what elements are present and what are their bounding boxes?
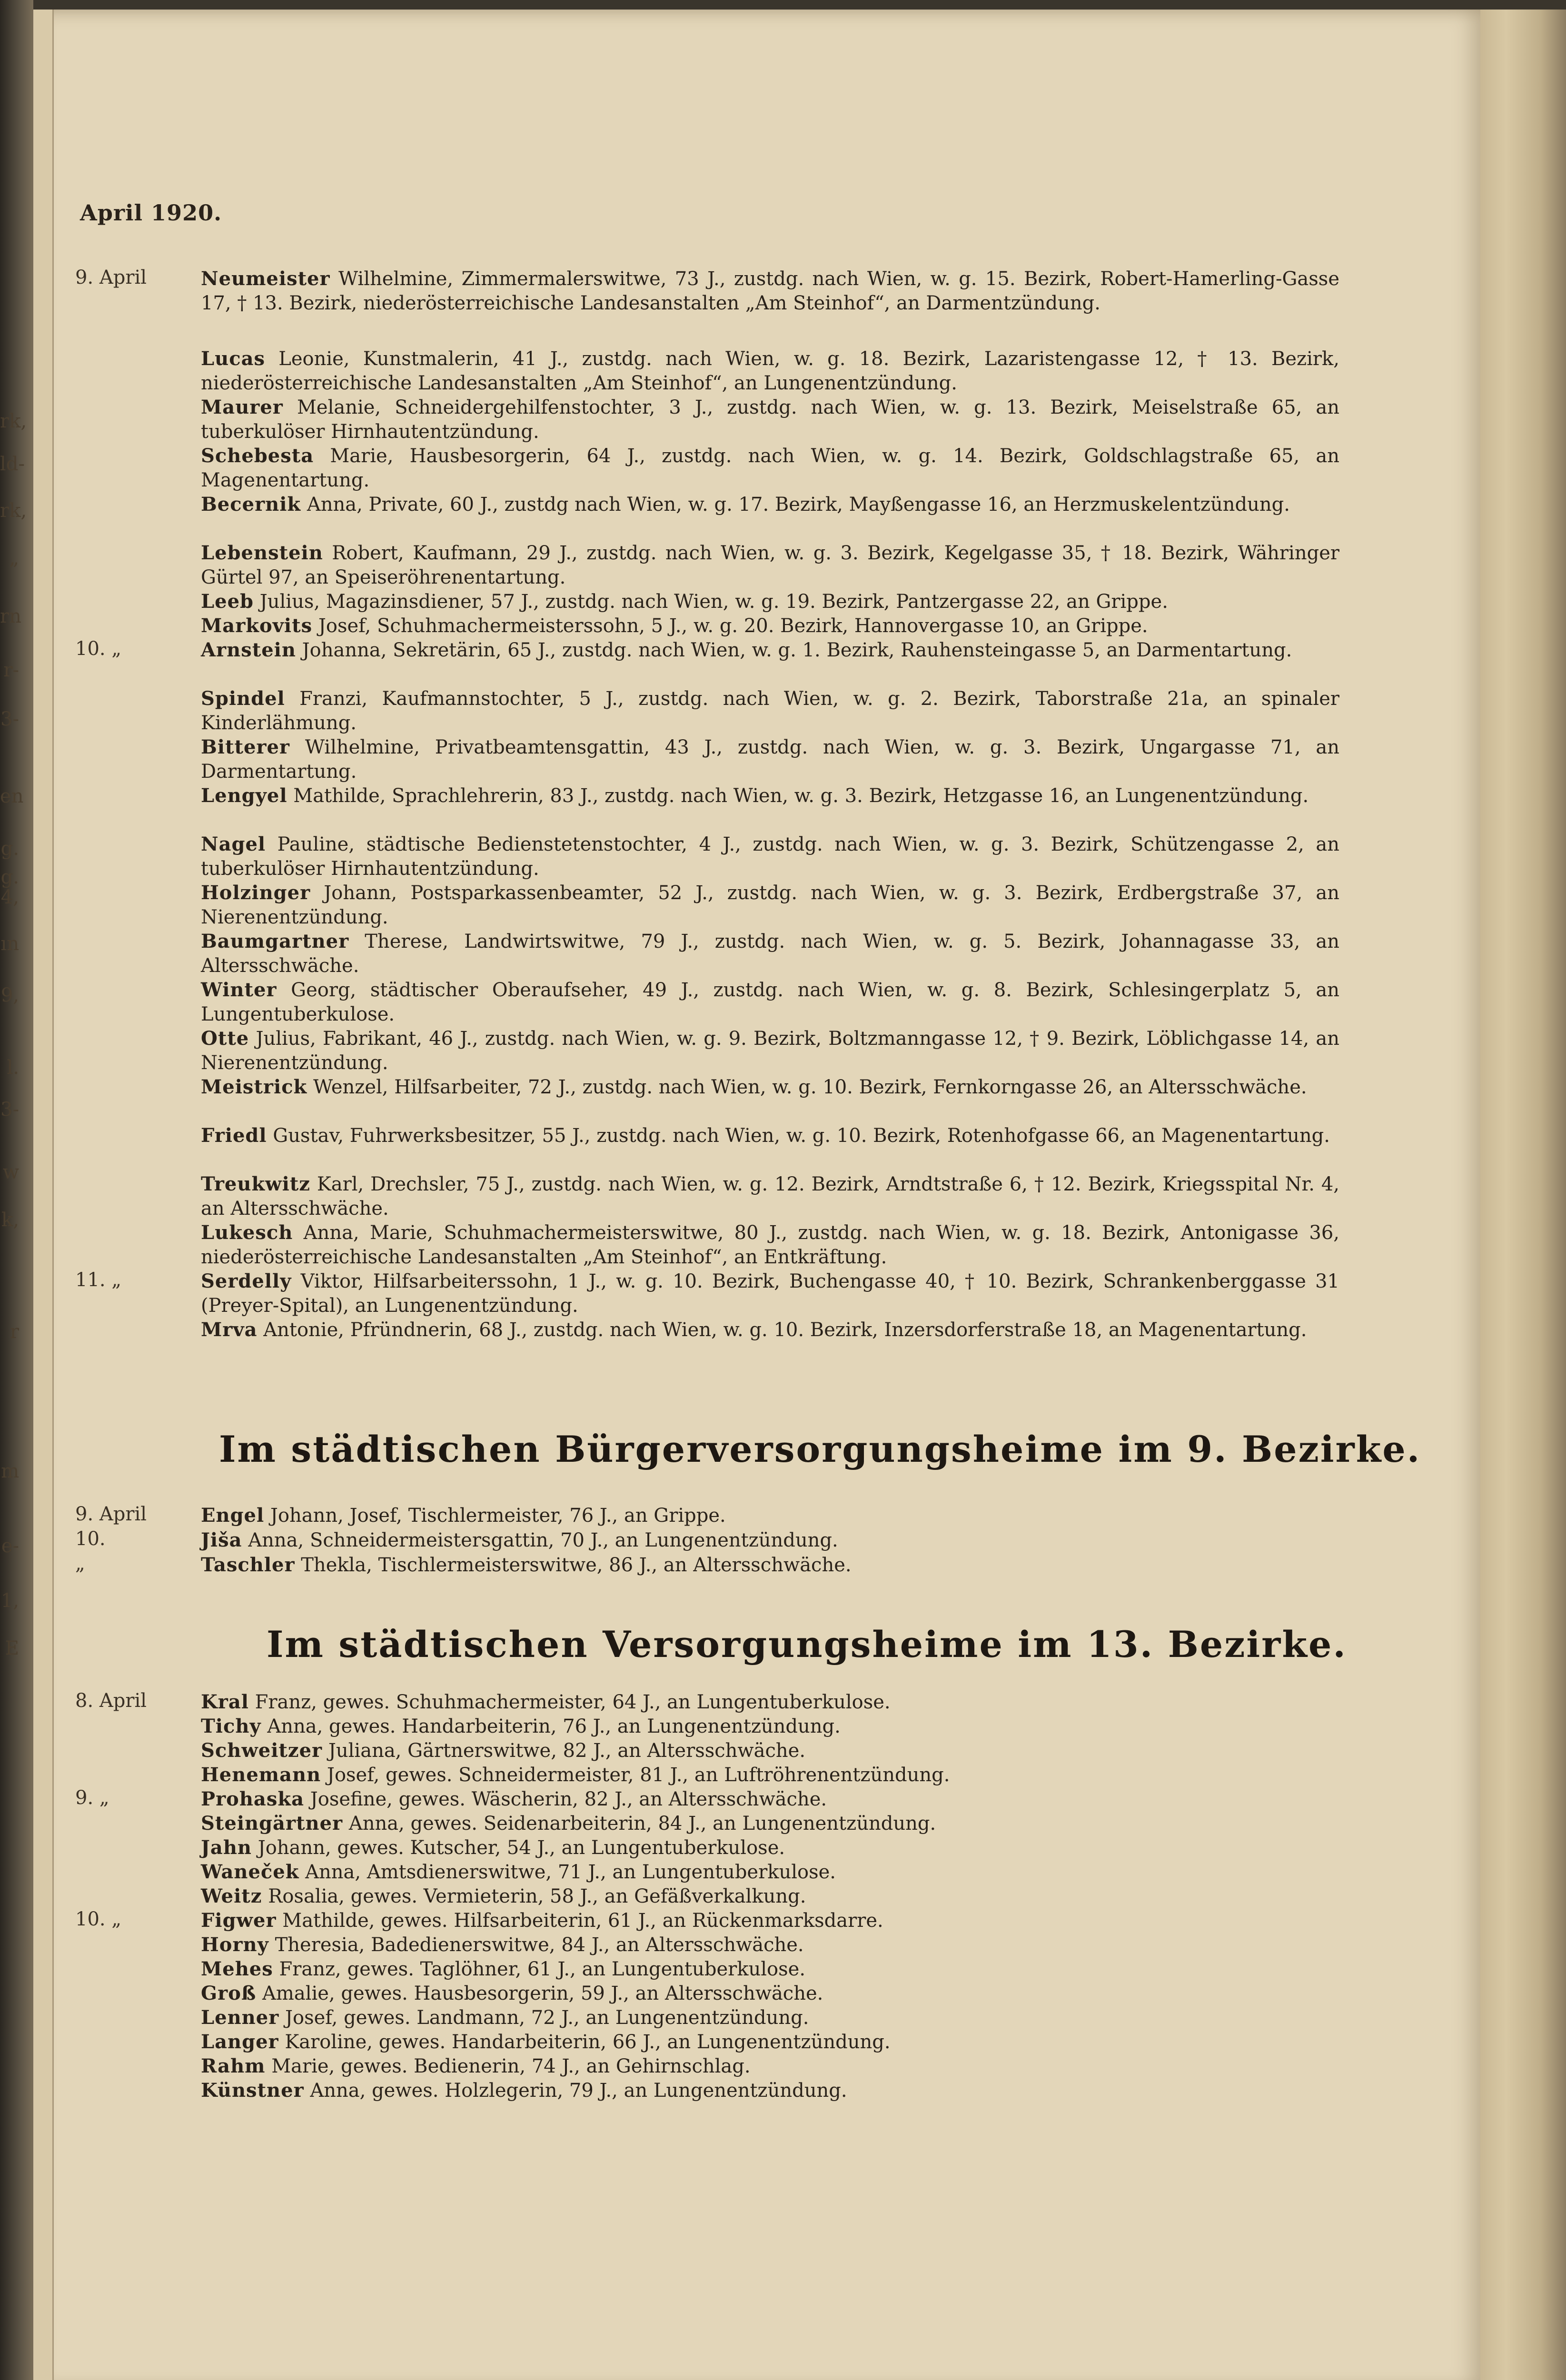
entry-text [201,1503,1296,1528]
edge-fragment: 4, [0,886,19,908]
entry-text [201,1075,1339,1100]
entry-body: Josefine, gewes. Wäscherin, 82 J., an Altersschwäche. [310,1788,827,1810]
entry-name: Schebesta [201,445,314,467]
edge-fragment: rk, [0,410,27,432]
entry-date: 9. „ [75,1787,109,1809]
entry-name: Meistrick [201,1076,307,1098]
entry-name: Prohaska [201,1788,304,1810]
edge-fragment: r [10,1321,19,1343]
entry-name: Neumeister [201,268,330,290]
entry-body: Wilhelmine, Privatbeamtensgattin, 43 J., zustdg. nach Wien, w. g. 3. Bezirk, Ungargasse 71, an Darmentartung. [201,736,1340,783]
entry-name: Nagel [201,833,266,855]
entry-body: Anna, gewes. Seidenarbeiterin, 84 J., an Lungenentzündung. [348,1813,936,1835]
entry-name: Groß [201,1982,257,2004]
edge-fragment: r- [3,659,19,681]
entry-body: Johann, Postsparkassenbeamter, 52 J., zustdg. nach Wien, w. g. 3. Bezirk, Erdbergstraße 37, an Nierenentzündung. [201,882,1339,928]
edge-fragment: 3- [0,708,19,730]
entry-body: Franz, gewes. Schuhmachermeister, 64 J., an Lungentuberkulose. [255,1691,891,1713]
entry-text [201,1811,1296,1836]
entry-name: Treukwitz [201,1173,310,1195]
entry-name: Markovits [201,615,313,637]
edge-fragment: ld- [0,453,25,475]
entry-date: 8. April [75,1690,147,1712]
entry-text [201,347,1339,396]
edge-fragment: en [0,785,24,807]
entry-date: 9. April [75,1503,147,1525]
entry-body: Robert, Kaufmann, 29 J., zustdg. nach Wien, w. g. 3. Bezirk, Kegelgasse 35, † 18. Bezirk, Währinger Gürtel 97, an Speiseröhrenentartung. [201,542,1340,588]
entry-body: Karoline, gewes. Handarbeiterin, 66 J., an Lungenentzündung. [285,2031,891,2053]
entry-text [201,1318,1339,1342]
edge-fragment: E [5,1637,19,1659]
entry-text [201,1026,1339,1075]
entry-body: Mathilde, gewes. Hilfsarbeiterin, 61 J., an Rückenmarksdarre. [282,1910,883,1932]
edge-fragment: g. [0,838,19,860]
previous-page-strip [33,10,54,2380]
edge-fragment: ın [0,933,19,955]
entry-name: Lengyel [201,784,287,807]
entry-name: Weitz [201,1885,262,1907]
entry-body: Antonie, Pfründnerin, 68 J., zustdg. nach Wien, w. g. 10. Bezirk, Inzersdorferstraße 18, an Magenentartung. [263,1319,1307,1341]
entry-text [201,1908,1296,1933]
entry-body: Wenzel, Hilfsarbeiter, 72 J., zustdg. nach Wien, w. g. 10. Bezirk, Fernkorngasse 26, an Altersschwäche. [313,1076,1307,1098]
entry-body: Therese, Landwirtswitwe, 79 J., zustdg. nach Wien, w. g. 5. Bezirk, Johannagasse 33, an Altersschwäche. [201,931,1339,977]
edge-fragment: e- [1,1535,19,1557]
entry-name: Figwer [201,1909,277,1932]
edge-fragment: g. [0,866,19,888]
entry-text [201,686,1339,735]
entry-body: Franz, gewes. Taglöhner, 61 J., an Lungentuberkulose. [279,1958,806,1980]
entry-body: Marie, Hausbesorgerin, 64 J., zustdg. nach Wien, w. g. 14. Bezirk, Goldschlagstraße 65, an Magenentartung. [201,445,1340,491]
entry-name: Lebenstein [201,542,323,564]
entry-body: Josef, gewes. Schneidermeister, 81 J., an Luftröhrenentzündung. [327,1764,950,1786]
entry-body: Anna, Private, 60 J., zustdg nach Wien, w. g. 17. Bezirk, Mayßengasse 16, an Herzmuskelentzündung. [307,494,1290,516]
entry-text [201,978,1339,1027]
entry-body: Anna, gewes. Holzlegerin, 79 J., an Lungenentzündung. [310,2080,847,2102]
entry-body: Pauline, städtische Bedienstetenstochter, 4 J., zustdg. nach Wien, w. g. 3. Bezirk, Schützengasse 2, an tuberkulöser Hirnhautentzündung. [201,833,1340,880]
entry-name: Taschler [201,1554,295,1576]
entry-date: 10. [75,1528,106,1550]
right-page-fold [1480,10,1566,2380]
entry-text [201,1763,1296,1787]
entry-body: Anna, gewes. Handarbeiterin, 76 J., an Lungenentzündung. [267,1716,841,1737]
entry-date: „ [75,1553,85,1575]
edge-fragment: 9, [0,984,19,1006]
entry-body: Josef, gewes. Landmann, 72 J., an Lungenentzündung. [285,2007,809,2029]
entry-body: Georg, städtischer Oberaufseher, 49 J., zustdg. nach Wien, w. g. 8. Bezirk, Schlesingerplatz 5, an Lungentuberkulose. [201,979,1339,1025]
entry-name: Engel [201,1504,265,1527]
entry-name: Bitterer [201,736,290,758]
entry-name: Holzinger [201,882,311,904]
entry-body: Rosalia, gewes. Vermieterin, 58 J., an Gefäßverkalkung. [268,1885,806,1907]
entry-body: Juliana, Gärtnerswitwe, 82 J., an Altersschwäche. [328,1740,806,1762]
entry-body: Anna, Marie, Schuhmachermeisterswitwe, 80 J., zustdg. nach Wien, w. g. 18. Bezirk, Antonigasse 36, niederösterreichische Landesanstalten „Am Steinhof“, an Entkräftung. [201,1222,1339,1268]
entry-body: Karl, Drechsler, 75 J., zustdg. nach Wien, w. g. 12. Bezirk, Arndtstraße 6, † 12. Bezirk, Kriegsspital Nr. 4, an Altersschwäche. [201,1173,1340,1220]
entry-name: Steingärtner [201,1812,343,1835]
entry-name: Tichy [201,1715,261,1737]
entry-name: Lenner [201,2006,279,2029]
entry-text [201,1860,1296,1884]
entry-text [201,1738,1296,1763]
entry-name: Becernik [201,493,301,516]
entry-text [201,2078,1296,2103]
entry-date: 10. „ [75,1908,122,1930]
entry-name: Rahm [201,2055,266,2077]
entry-body: Josef, Schuhmachermeisterssohn, 5 J., w. g. 20. Bezirk, Hannovergasse 10, an Grippe. [318,615,1148,637]
entry-body: Anna, Amtsdienerswitwe, 71 J., an Lungentuberkulose. [305,1861,836,1883]
entry-body: Julius, Magazinsdiener, 57 J., zustdg. nach Wien, w. g. 19. Bezirk, Pantzergasse 22, an Grippe. [259,591,1168,613]
entry-body: Anna, Schneidermeistersgattin, 70 J., an Lungenentzündung. [248,1529,838,1551]
entry-text [201,638,1339,663]
entry-text [201,492,1339,517]
edge-fragment: „ [9,547,19,569]
entry-text [201,1690,1296,1715]
entry-body: Johann, gewes. Kutscher, 54 J., an Lungentuberkulose. [258,1837,785,1859]
entry-name: Friedl [201,1124,267,1147]
entry-text [201,1933,1296,1957]
entry-body: Julius, Fabrikant, 46 J., zustdg. nach Wien, w. g. 9. Bezirk, Boltzmanngasse 12, † 9. Bezirk, Löblichgasse 14, an Nierenentzündung. [201,1028,1340,1074]
section-heading-versorgungsheim: Im städtischen Versorgungsheime im 13. Bezirke. [267,1623,1347,1666]
entry-name: Mehes [201,1958,273,1980]
entry-text [201,1553,1296,1577]
entry-text [201,783,1339,808]
edge-fragment: m [1,1460,19,1482]
entry-text [201,1220,1339,1269]
entry-text [201,735,1339,784]
entry-name: Maurer [201,396,283,418]
entry-name: Künstner [201,2079,304,2102]
edge-fragment: 1, [0,1590,19,1612]
entry-name: Mrva [201,1319,258,1341]
entry-date: 10. „ [75,638,122,660]
entry-date: 9. April [75,267,147,288]
entry-text [201,589,1339,614]
entry-text [201,1981,1296,2006]
entry-name: Spindel [201,687,285,710]
entry-text [201,1172,1339,1221]
entry-name: Serdelly [201,1270,292,1292]
edge-fragment: rn [0,605,21,627]
entry-name: Lukesch [201,1221,293,1244]
entry-text [201,614,1339,638]
entry-body: Mathilde, Sprachlehrerin, 83 J., zustdg. nach Wien, w. g. 3. Bezirk, Hetzgasse 16, an Lungenentzündung. [293,785,1309,807]
entry-name: Horny [201,1934,269,1956]
entry-text [201,541,1339,590]
entry-text [201,2005,1296,2030]
entry-text [201,1714,1296,1739]
entry-body: Thekla, Tischlermeisterswitwe, 86 J., an Altersschwäche. [301,1554,852,1576]
left-page-edge [0,0,33,2380]
edge-fragment: k, [1,1209,19,1231]
entry-body: Melanie, Schneidergehilfenstochter, 3 J., zustdg. nach Wien, w. g. 13. Bezirk, Meiselstraße 65, an tuberkulöser Hirnhautentzündung. [201,397,1339,443]
entry-text [201,395,1339,444]
edge-fragment: 3- [0,1099,19,1121]
edge-fragment: l. [7,1057,19,1079]
entry-name: Waneček [201,1861,299,1883]
entry-body: Amalie, gewes. Hausbesorgerin, 59 J., an Altersschwäche. [262,1983,823,2004]
entry-body: Viktor, Hilfsarbeiterssohn, 1 J., w. g. 10. Bezirk, Buchengasse 40, † 10. Bezirk, Schrankenberggasse 31 (Preyer-Spital), an Lungenentzündung. [201,1270,1340,1317]
entry-name: Jahn [201,1836,252,1859]
entry-name: Otte [201,1027,249,1050]
entry-name: Kral [201,1691,249,1713]
entry-text [201,929,1339,978]
page-header-date: April 1920. [80,200,222,226]
entry-date: 11. „ [75,1269,122,1291]
entry-text [201,1787,1296,1812]
entry-name: Langer [201,2031,279,2053]
entry-text [201,1269,1339,1318]
edge-fragment: w [2,1161,19,1183]
entry-name: Henemann [201,1764,321,1786]
entry-body: Leonie, Kunstmalerin, 41 J., zustdg. nach Wien, w. g. 18. Bezirk, Lazaristengasse 12, † 13. Bezirk, niederösterreichische Landesanstalten „Am Steinhof“, an Lungenentzündung. [201,348,1339,394]
entry-name: Baumgartner [201,930,349,952]
entry-text [201,2030,1296,2054]
entry-text [201,2054,1296,2079]
entry-body: Theresia, Badedienerswitwe, 84 J., an Altersschwäche. [275,1934,804,1956]
entry-name: Arnstein [201,639,296,661]
entry-body: Johanna, Sekretärin, 65 J., zustdg. nach Wien, w. g. 1. Bezirk, Rauhensteingasse 5, an Darmentartung. [302,639,1292,661]
entry-text [201,1835,1296,1860]
entry-text [201,881,1339,930]
entry-text [201,267,1339,316]
entry-body: Gustav, Fuhrwerksbesitzer, 55 J., zustdg. nach Wien, w. g. 10. Bezirk, Rotenhofgasse 66, an Magenentartung. [273,1125,1330,1147]
entry-name: Jiša [201,1529,242,1551]
entry-text [201,444,1339,493]
entry-text [201,1123,1339,1148]
entry-name: Schweitzer [201,1739,323,1762]
entry-name: Winter [201,979,277,1001]
entry-text [201,1528,1296,1553]
entry-body: Wilhelmine, Zimmermalerswitwe, 73 J., zustdg. nach Wien, w. g. 15. Bezirk, Robert-Hamerling-Gasse 17, † 13. Bezirk, niederösterreichische Landesanstalten „Am Steinhof“, an Darmentzündung. [201,268,1339,314]
entry-name: Leeb [201,590,254,613]
entry-text [201,832,1339,881]
entry-body: Marie, gewes. Bedienerin, 74 J., an Gehirnschlag. [271,2055,751,2077]
entry-name: Lucas [201,347,265,370]
entry-text [201,1957,1296,1982]
entry-body: Franzi, Kaufmannstochter, 5 J., zustdg. nach Wien, w. g. 2. Bezirk, Taborstraße 21a, an spinaler Kinderlähmung. [201,688,1340,734]
edge-fragment: rk, [0,500,27,522]
section-heading-buergerversorgungsheim: Im städtischen Bürgerversorgungsheime im 9. Bezirke. [219,1428,1421,1470]
entry-body: Johann, Josef, Tischlermeister, 76 J., an Grippe. [270,1505,726,1527]
entry-text [201,1884,1296,1909]
